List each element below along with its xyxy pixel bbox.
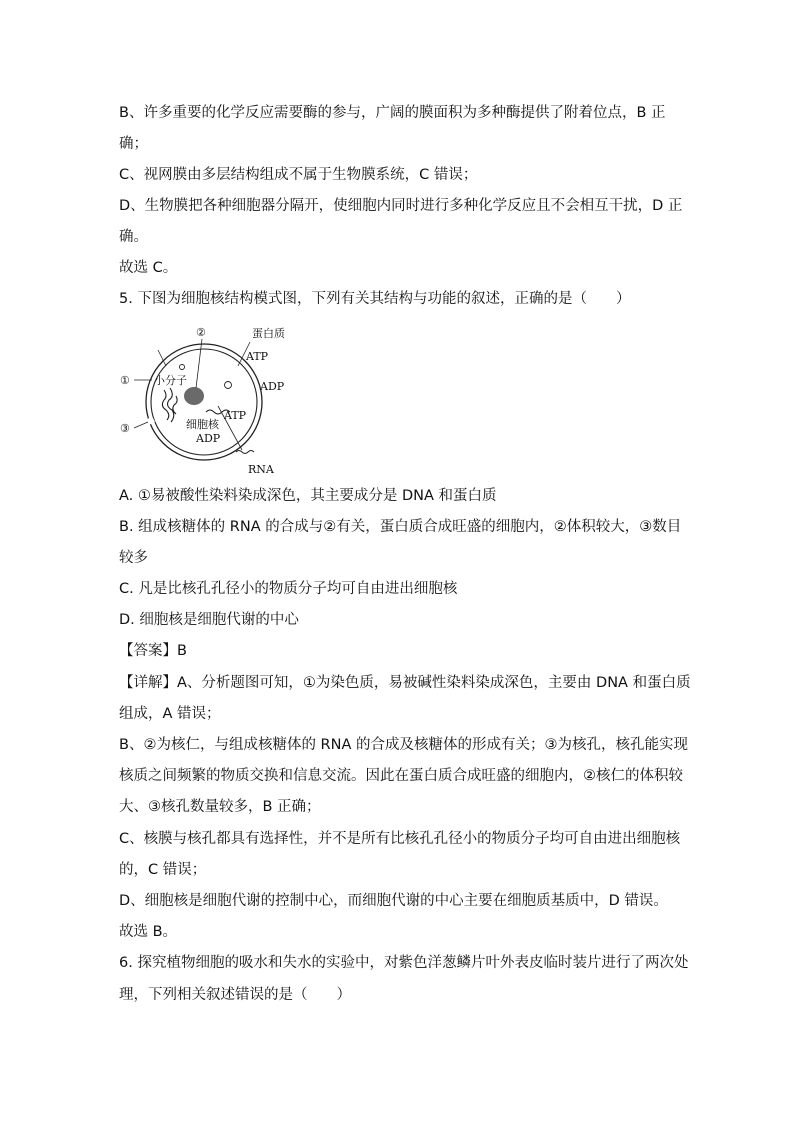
label-1: ① [120,374,130,387]
explanation-line: 组成，A 错误； [119,706,221,722]
label-3: ③ [120,422,130,435]
text-line: 故选 C。 [119,260,178,276]
label-protein: 蛋白质 [252,327,285,340]
explanation-line: 【详解】A、分析题图可知，①为染色质，易被碱性染料染成深色，主要由 DNA 和蛋白质 [119,675,691,691]
explanation-line: 故选 B。 [119,924,178,940]
option-a: A. ①易被酸性染料染成深色，其主要成分是 DNA 和蛋白质 [119,488,497,504]
option-b: B. 组成核糖体的 RNA 的合成与②有关，蛋白质合成旺盛的细胞内，②体积较大，③数目 [119,519,682,535]
question-6-stem: 6. 探究植物细胞的吸水和失水的实验中，对紫色洋葱鳞片叶外表皮临时装片进行了两次处 [119,955,689,971]
explanation-line: D、细胞核是细胞代谢的控制中心，而细胞代谢的中心主要在细胞质基质中，D 错误。 [119,893,668,909]
explanation-line: 的，C 错误； [119,862,207,878]
label-nucleus: 细胞核 [186,418,219,431]
text-line: 确； [119,136,148,152]
nucleolus [184,387,204,405]
answer: 【答案】B [119,643,187,659]
explanation-line: 大、③核孔数量较多，B 正确； [119,799,321,815]
option-d: D. 细胞核是细胞代谢的中心 [119,612,299,628]
label-adp-bottom: ADP [196,432,221,445]
label-adp-right: ADP [260,380,285,393]
label-atp-top: ATP [246,350,269,363]
explanation-line: B、②为核仁，与组成核糖体的 RNA 的合成及核糖体的形成有关；③为核孔，核孔能实现 [119,737,689,753]
option-c: C. 凡是比核孔孔径小的物质分子均可自由进出细胞核 [119,581,458,597]
question-6-stem-cont: 理，下列相关叙述错误的是（ ） [119,987,351,1003]
text-line: 确。 [119,229,148,245]
question-5-stem: 5. 下图为细胞核结构模式图，下列有关其结构与功能的叙述，正确的是（ ） [119,291,631,307]
label-small-molecule: 小分子 [154,374,187,387]
label-2: ② [196,326,206,339]
explanation-line: 核质之间频繁的物质交换和信息交流。因此在蛋白质合成旺盛的细胞内，②核仁的体积较 [119,768,683,784]
text-line: C、视网膜由多层结构组成不属于生物膜系统，C 错误； [119,167,478,183]
option-b-cont: 较多 [119,550,148,566]
text-line: D、生物膜把各种细胞器分隔开，使细胞内同时进行多种化学反应且不会相互干扰，D 正 [119,198,683,214]
nucleus-diagram [118,322,288,480]
text-line: B、许多重要的化学反应需要酶的参与，广阔的膜面积为多种酶提供了附着位点，B 正 [119,105,666,121]
label-atp-bottom: ATP [224,409,247,422]
label-rna: RNA [248,463,274,476]
explanation-line: C、核膜与核孔都具有选择性，并不是所有比核孔孔径小的物质分子均可自由进出细胞核 [119,831,681,847]
